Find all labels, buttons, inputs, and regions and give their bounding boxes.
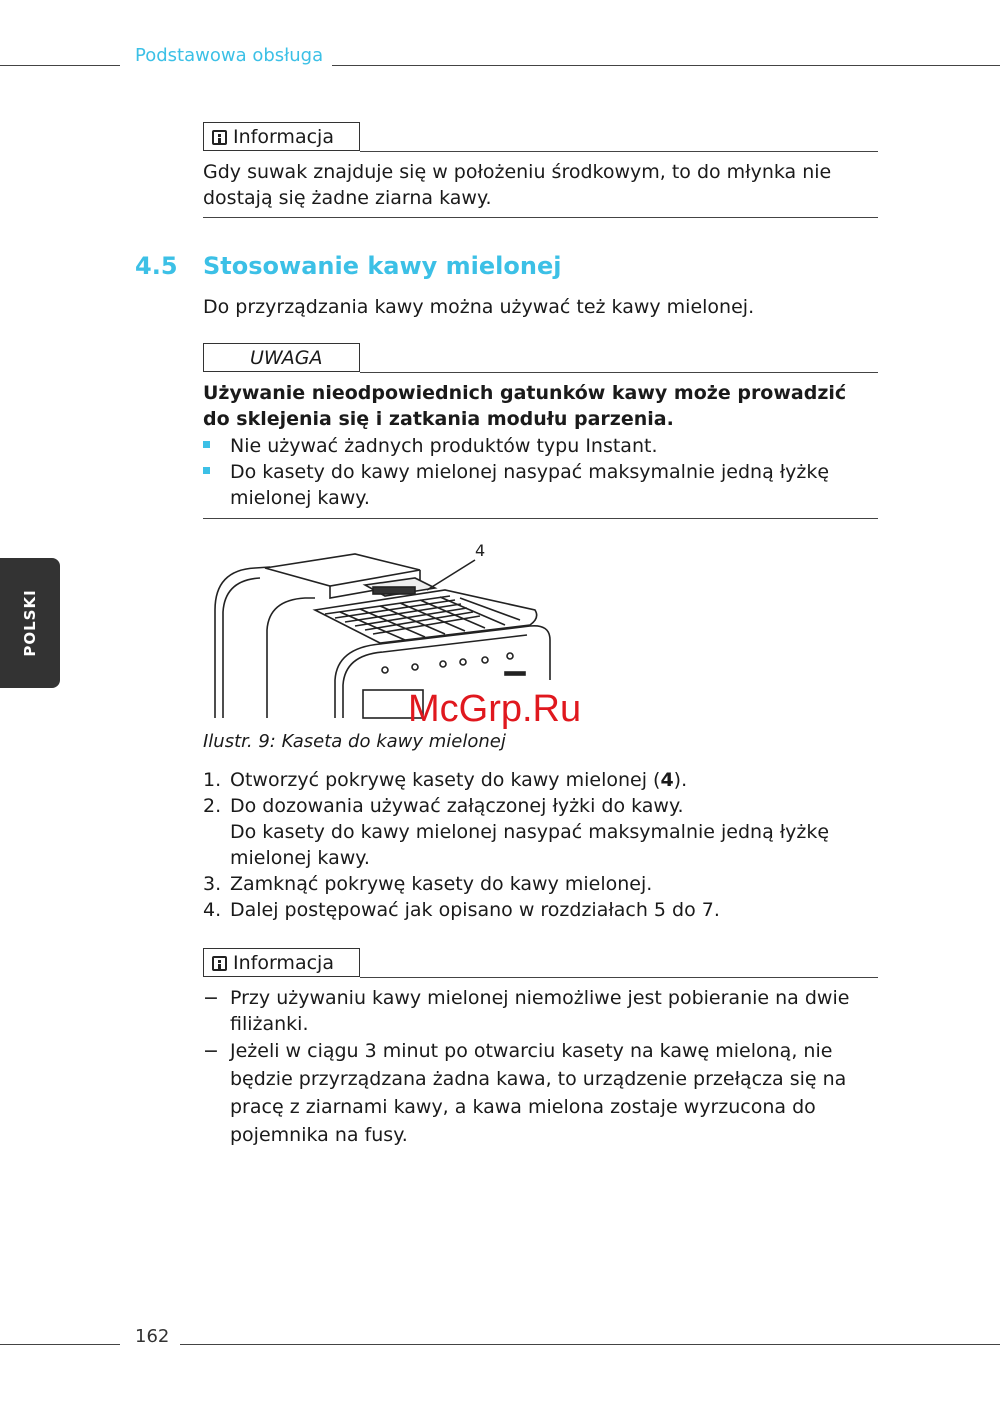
section-number: 4.5: [135, 252, 178, 280]
info-list-item: − Przy używaniu kawy mielonej niemożliwe jest pobieranie na dwie filiżanki.: [203, 987, 850, 1035]
bullet-square-icon: [203, 467, 210, 474]
watermark: McGrp.Ru: [408, 688, 582, 730]
language-tab: [0, 558, 60, 688]
figure-caption: Ilustr. 9: Kaseta do kawy mielonej: [203, 731, 506, 752]
header-rule-left: [0, 65, 120, 66]
info-icon: [212, 956, 227, 971]
info-label-text: Informacja: [233, 952, 334, 974]
warning-heading: Używanie nieodpowiednich gatunków kawy może prowadzić do sklejenia się i zatkania modułu parzenia.: [203, 382, 847, 430]
info-rule-bottom: [203, 217, 878, 218]
dash-marker: −: [203, 987, 219, 1009]
callout-number: 4: [475, 541, 486, 560]
info-rule-top: [360, 977, 878, 978]
section-intro: Do przyrządzania kawy można używać też kawy mielonej.: [203, 296, 755, 318]
warning-rule-top: [360, 372, 878, 373]
step-item: 2. Do dozowania używać załączonej łyżki do kawy. Do kasety do kawy mielonej nasypać maksymalnie jedną łyżkę mielonej kawy.: [203, 795, 830, 869]
footer-rule-left: [0, 1344, 120, 1345]
warning-bullet: Nie używać żadnych produktów typu Instant.: [203, 433, 878, 459]
info-box-label: [203, 948, 360, 977]
page-number: 162: [135, 1326, 170, 1347]
bullet-square-icon: [203, 441, 210, 448]
step-item: 4. Dalej postępować jak opisano w rozdziałach 5 do 7.: [203, 899, 720, 921]
warning-bullet: Do kasety do kawy mielonej nasypać maksymalnie jedną łyżkę mielonej kawy.: [203, 459, 878, 511]
warning-label: UWAGA: [203, 343, 360, 372]
warning-rule-bottom: [203, 518, 878, 519]
info-text: Gdy suwak znajduje się w położeniu środkowym, to do młynka nie dostają się żadne ziarna kawy.: [203, 161, 832, 209]
info-box-label: [203, 122, 360, 151]
info-icon: [212, 130, 227, 145]
header-rule-right: [332, 65, 1000, 66]
running-header: Podstawowa obsługa: [135, 45, 324, 66]
info-rule-top: [360, 151, 878, 152]
step-item: 3. Zamknąć pokrywę kasety do kawy mielonej.: [203, 873, 653, 895]
info-label-text: Informacja: [233, 126, 334, 148]
language-tab-label: POLSKI: [21, 589, 39, 657]
info-list-item: − Jeżeli w ciągu 3 minut po otwarciu kasety na kawę mieloną, nie będzie przyrządzana żadna kawa, to urządzenie przełącza się na pracę z ziarnami kawy, a kawa mielona zostaje wyrzucona do pojemnika na fusy.: [203, 1037, 878, 1149]
section-title: Stosowanie kawy mielonej: [203, 252, 562, 280]
dash-marker: −: [203, 1040, 219, 1062]
step-item: 1. Otworzyć pokrywę kasety do kawy mielonej (4).: [203, 769, 688, 791]
footer-rule-right: [180, 1344, 1000, 1345]
